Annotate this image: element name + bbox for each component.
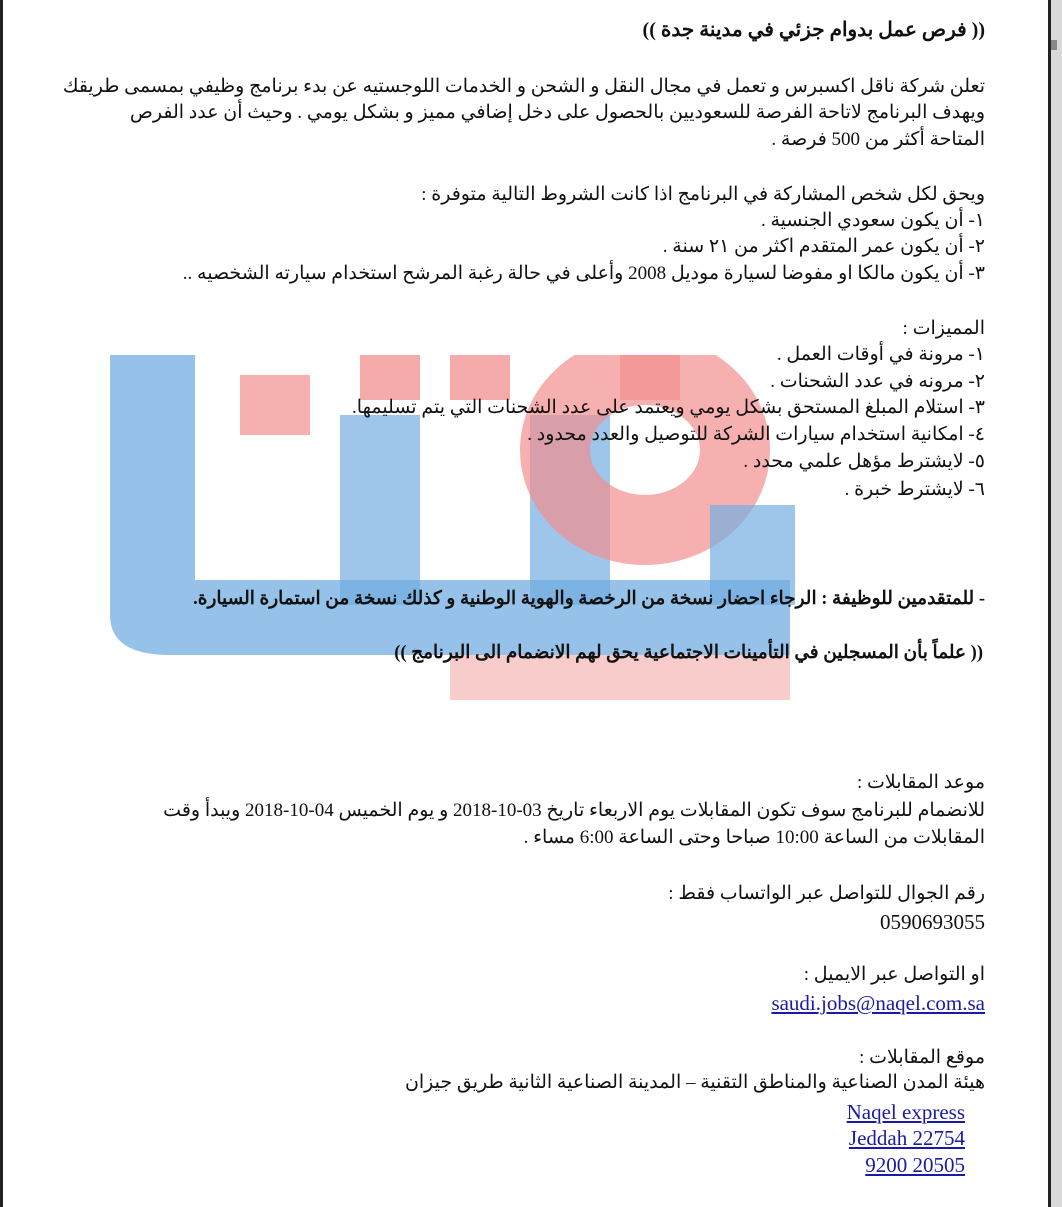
interviews-line-1: للانضمام للبرنامج سوف تكون المقابلات يوم الاربعاء تاريخ 03-10-2018 و يوم الخميس 04-10-2018 ويبدأ وقت — [163, 800, 985, 821]
conditions-heading: ويحق لكل شخص المشاركة في البرنامج اذا كانت الشروط التالية متوفرة : — [421, 184, 985, 205]
side-scroll-strip[interactable] — [1051, 0, 1062, 1207]
email-link[interactable]: saudi.jobs@naqel.com.sa — [771, 991, 985, 1015]
email-label: او التواصل عبر الايميل : — [803, 964, 985, 985]
location-address: هيئة المدن الصناعية والمناطق التقنية – المدينة الصناعية الثانية طريق جيزان — [404, 1072, 985, 1093]
intro-line-3: المتاحة أكثر من 500 فرصة . — [771, 129, 985, 150]
company-line — [60, 1153, 965, 1177]
company-line — [60, 1100, 965, 1124]
intro-line-1: تعلن شركة ناقل اكسبرس و تعمل في مجال النقل و الشحن و الخدمات اللوجستيه عن بدء برنامج وظيفي بمسمى طريقك — [62, 76, 985, 97]
condition-item: ١- أن يكون سعودي الجنسية . — [761, 210, 985, 231]
intro-line-2: ويهدف البرنامج لاتاحة الفرصة للسعوديين بالحصول على دخل إضافي مميز و بشكل يومي . وحيث أن عدد الفرص — [129, 102, 985, 123]
email-line — [60, 991, 985, 1015]
features-heading: المميزات : — [902, 318, 985, 339]
condition-item: ٢- أن يكون عمر المتقدم اكثر من ٢١ سنة . — [662, 236, 985, 257]
feature-item: ٥- لايشترط مؤهل علمي محدد . — [743, 451, 985, 472]
page-border-left — [0, 0, 3, 1207]
company-line — [60, 1126, 965, 1150]
insurance-note: (( علماً بأن المسجلين في التأمينات الاجتماعية يحق لهم الانضمام الى البرنامج )) — [394, 643, 983, 663]
feature-item: ٢- مرونه في عدد الشحنات . — [770, 371, 985, 392]
interviews-line-2: المقابلات من الساعة 10:00 صباحا وحتى الساعة 6:00 مساء . — [523, 827, 985, 848]
company-name-link[interactable]: Naqel express — [846, 1100, 965, 1124]
scroll-thumb[interactable] — [1051, 40, 1057, 50]
feature-item: ٣- استلام المبلغ المستحق بشكل يومي ويعتمد على عدد الشحنات التي يتم تسليمها. — [352, 397, 985, 418]
applicants-note: - للمتقدمين للوظيفة : الرجاء احضار نسخة من الرخصة والهوية الوطنية و كذلك نسخة من استمارة السيارة. — [193, 589, 985, 609]
interviews-heading: موعد المقابلات : — [856, 772, 985, 793]
company-phone-link[interactable]: 9200 20505 — [865, 1153, 965, 1177]
document-page — [60, 0, 985, 1207]
location-heading: موقع المقابلات : — [859, 1047, 985, 1068]
condition-item: ٣- أن يكون مالكا او مفوضا لسيارة موديل 2008 وأعلى في حالة رغبة المرشح استخدام سيارته الشخصيه .. — [182, 263, 985, 284]
phone-number: 0590693055 — [880, 910, 985, 934]
company-postal-link[interactable]: Jeddah 22754 — [848, 1126, 965, 1150]
feature-item: ٤- امكانية استخدام سيارات الشركة للتوصيل والعدد محدود . — [527, 424, 985, 445]
feature-item: ١- مرونة في أوقات العمل . — [776, 344, 985, 365]
feature-item: ٦- لايشترط خبرة . — [844, 479, 985, 500]
document-title: (( فرص عمل بدوام جزئي في مدينة جدة )) — [642, 19, 985, 41]
whatsapp-label: رقم الجوال للتواصل عبر الواتساب فقط : — [668, 883, 985, 904]
